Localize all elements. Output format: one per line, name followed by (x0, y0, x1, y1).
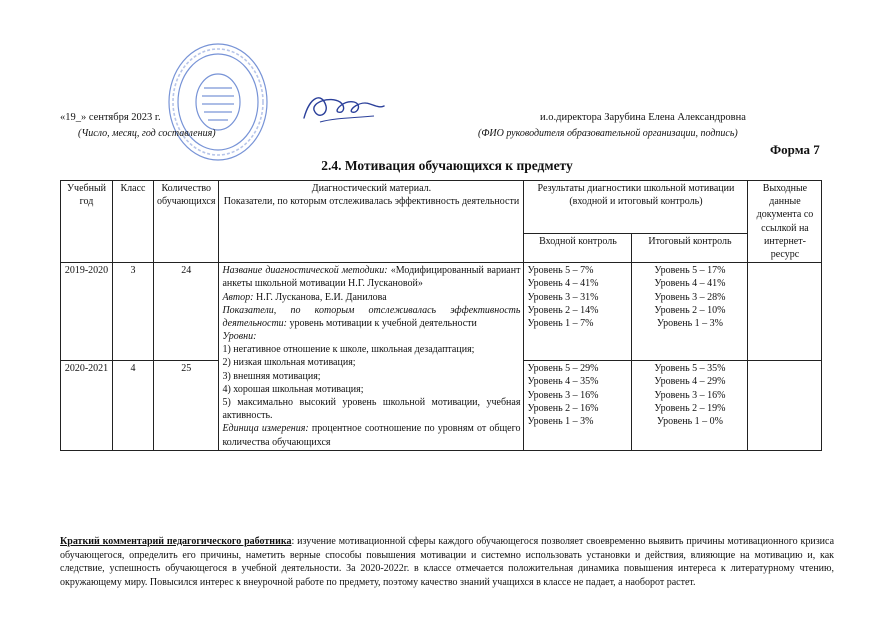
official-stamp (166, 40, 270, 164)
result-item: Уровень 1 – 7% (527, 317, 594, 329)
row2-final-results (632, 361, 748, 451)
result-item: Уровень 3 – 31% (527, 291, 599, 303)
form-label: Форма 7 (770, 142, 820, 157)
header-results (524, 181, 748, 234)
row2-output (748, 361, 822, 451)
result-item: Уровень 2 – 16% (527, 402, 599, 414)
row1-count: 24 (154, 263, 219, 361)
motivation-table (60, 180, 822, 451)
level-item: 5) максимально высокий уровень школьной мотивации, учебная активность. (222, 397, 521, 422)
unit-value: процентное соотношение по уровням от общего количества обучающихся (222, 423, 521, 448)
level-item: 2) низкая школьная мотивация; (222, 357, 356, 369)
header-material (219, 181, 524, 263)
indicators-value: уровень мотивации к учебной деятельности (289, 317, 477, 329)
result-item: Уровень 5 – 7% (527, 265, 594, 277)
result-item: Уровень 3 – 16% (527, 389, 599, 401)
unit-paragraph (222, 422, 520, 448)
result-item: Уровень 2 – 19% (654, 402, 726, 414)
diagnostic-description (219, 263, 524, 451)
level-item: 4) хорошая школьная мотивация; (222, 383, 364, 395)
method-paragraph (222, 264, 520, 290)
result-item: Уровень 1 – 3% (527, 415, 594, 427)
header-class: Класс (113, 181, 154, 263)
levels-label: Уровни: (222, 331, 257, 343)
indicators-label: Показатели, по которым отслеживалась эффективность деятельности: (222, 304, 521, 329)
header-results-line2: (входной и итоговый контроль) (569, 196, 703, 208)
comment-text: : изучение мотивационной сферы каждого обучающегося позволяет своевременно выявить причины мотивационного кризиса обучающегося, определить его причины, наметить верные способы повышения мотивации и системно использовать установки и действия, влияющие на мотивацию и, как следствие, успешность обучающегося в учебной деятельности. За 2020-2022г. в классе отмечается положительная динамика повышения интереса к литературному чтению, окружающему миру. Повысился интерес к внеурочной работе по предмету, поэтому качество знаний учащихся в классе не падает, а наоборот растет. (60, 536, 835, 588)
row1-year: 2019-2020 (61, 263, 113, 361)
director-caption: (ФИО руководителя образовательной организации, подпись) (478, 128, 738, 139)
result-item: Уровень 1 – 0% (656, 415, 723, 427)
row2-year: 2020-2021 (61, 361, 113, 451)
method-label: Название диагностической методики: (222, 265, 388, 277)
director-signature (300, 88, 386, 128)
header-material-line2: Показатели, по которым отслеживалась эффективность деятельности (223, 196, 520, 208)
result-item: Уровень 5 – 35% (654, 363, 726, 375)
header-results-line1: Результаты диагностики школьной мотивации (537, 183, 735, 194)
document-date: «19_» сентября 2023 г. (60, 112, 161, 123)
comment-label: Краткий комментарий педагогического работника (60, 536, 292, 547)
header-material-line1: Диагностический материал. (311, 183, 432, 194)
header-output: Выходные данные документа со ссылкой на интернет-ресурс (748, 181, 822, 263)
method-value: «Модифицированный вариант анкеты школьной мотивации Н.Г. Лускановой» (222, 265, 521, 290)
author-label: Автор: (222, 291, 254, 303)
date-caption: (Число, месяц, год составления) (78, 128, 216, 139)
row1-output (748, 263, 822, 361)
result-item: Уровень 5 – 17% (654, 265, 726, 277)
row1-entry-results (524, 263, 632, 361)
result-item: Уровень 5 – 29% (527, 363, 599, 375)
table-header-row (61, 181, 822, 234)
row1-class: 3 (113, 263, 154, 361)
teacher-comment (60, 535, 834, 589)
level-item: 1) негативное отношение к школе, школьная дезадаптация; (222, 344, 475, 356)
author-paragraph (222, 291, 520, 304)
row2-class: 4 (113, 361, 154, 451)
result-item: Уровень 2 – 10% (654, 304, 726, 316)
director-name: и.о.директора Зарубина Елена Александровна (540, 112, 746, 123)
header-count: Количество обучающихся (154, 181, 219, 263)
unit-label: Единица измерения: (222, 423, 309, 435)
result-item: Уровень 4 – 29% (654, 376, 726, 388)
level-item: 3) внешняя мотивация; (222, 370, 321, 382)
indicators-paragraph (222, 304, 520, 330)
result-item: Уровень 4 – 41% (654, 278, 726, 290)
result-item: Уровень 1 – 3% (656, 317, 723, 329)
row2-count: 25 (154, 361, 219, 451)
page-title: 2.4. Мотивация обучающихся к предмету (321, 158, 573, 173)
result-item: Уровень 3 – 28% (654, 291, 726, 303)
result-item: Уровень 4 – 41% (527, 278, 599, 290)
table-row (61, 263, 822, 361)
author-value: Н.Г. Лусканова, Е.И. Данилова (255, 291, 387, 303)
header-final-control: Итоговый контроль (632, 233, 748, 262)
result-item: Уровень 2 – 14% (527, 304, 599, 316)
result-item: Уровень 4 – 35% (527, 376, 599, 388)
header-entry-control: Входной контроль (524, 233, 632, 262)
header-year: Учебный год (61, 181, 113, 263)
row2-entry-results (524, 361, 632, 451)
result-item: Уровень 3 – 16% (654, 389, 726, 401)
row1-final-results (632, 263, 748, 361)
